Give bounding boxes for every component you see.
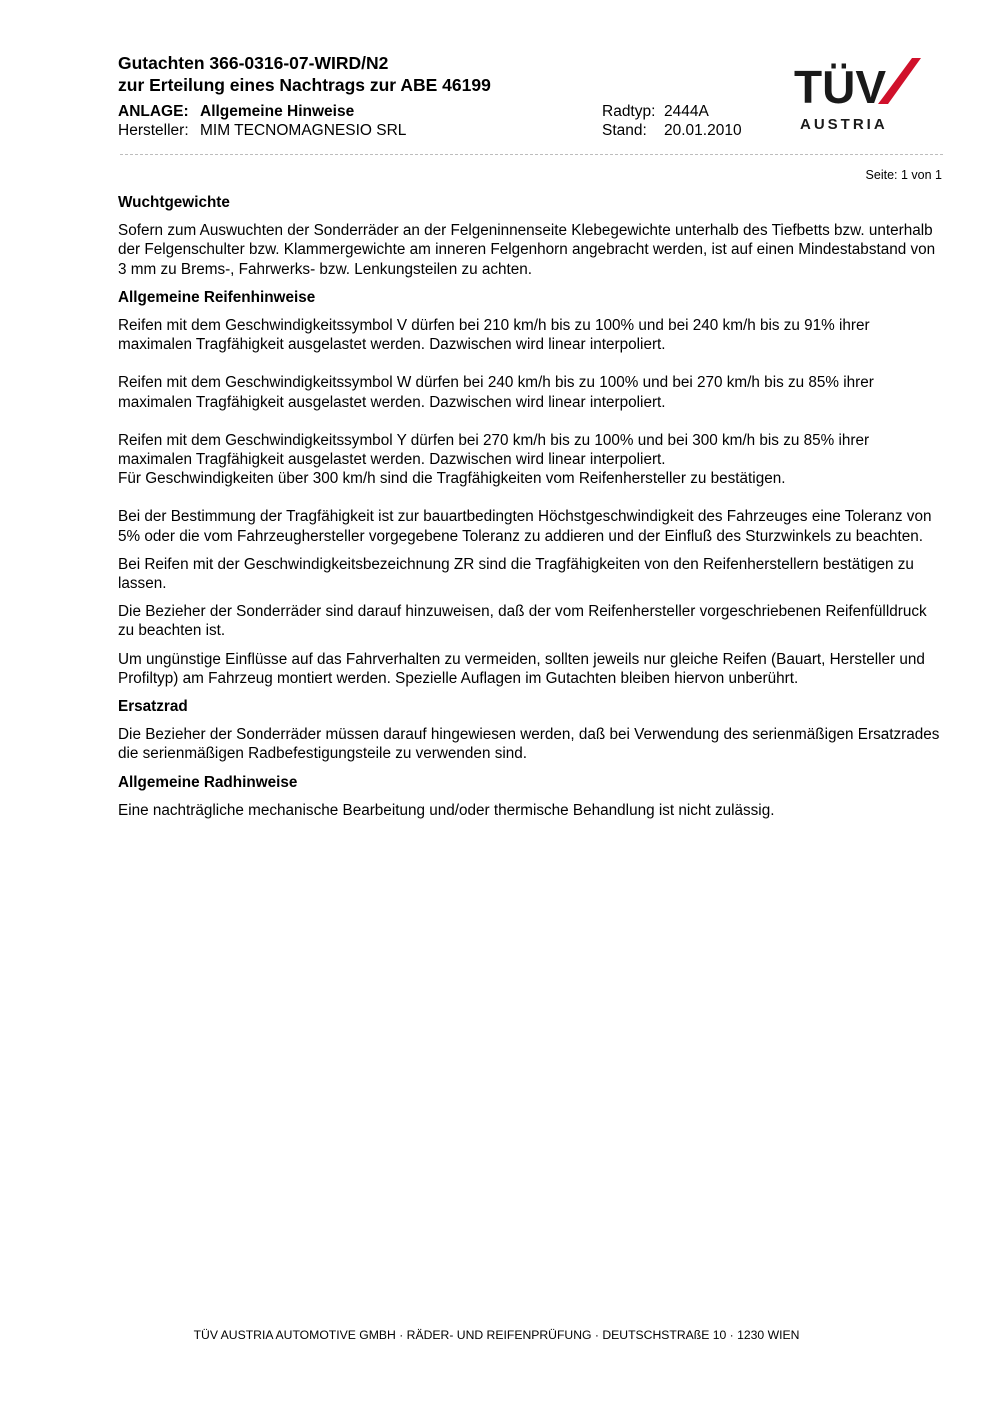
paragraph-tragfaehigkeit: Bei der Bestimmung der Tragfähigkeit ist zur bauartbedingten Höchstgeschwindigkeit des Fahrzeuges eine Toleranz von 5% oder die vom Fahrzeughersteller vorgegebene Toleranz zu addieren und der Einfluß des Sturzwinkels zu beachten. xyxy=(118,508,932,545)
page-number: Seite: 1 von 1 xyxy=(865,168,942,182)
stand-label: Stand: xyxy=(602,122,647,139)
paragraph-reifen-300: Für Geschwindigkeiten über 300 km/h sind die Tragfähigkeiten vom Reifenhersteller zu bestätigen. xyxy=(118,470,786,488)
heading-wuchtgewichte: Wuchtgewichte xyxy=(118,194,230,211)
heading-ersatzrad: Ersatzrad xyxy=(118,698,188,716)
hersteller-value: MIM TECNOMAGNESIO SRL xyxy=(200,122,407,139)
document-title-line1: Gutachten 366-0316-07-WIRD/N2 xyxy=(118,53,389,73)
paragraph-fuelldruck: Die Bezieher der Sonderräder sind darauf hinzuweisen, daß der vom Reifenhersteller vorgeschriebenen Reifenfülldruck zu beachten ist. xyxy=(118,603,927,640)
paragraph-wuchtgewichte: Sofern zum Auswuchten der Sonderräder an der Felgeninnenseite Klebegewichte unterhalb des Tiefbetts bzw. unterhalb der Felgenschulter bzw. Klammergewichte am inneren Felgenhorn angebracht werden, ist auf einen Mindestabstand von 3 mm zu Brems-, Fahrwerks- bzw. Lenkungsteilen zu achten. xyxy=(118,222,936,278)
heading-radhinweise: Allgemeine Radhinweise xyxy=(118,773,298,791)
document-title-line2: zur Erteilung eines Nachtrags zur ABE 46199 xyxy=(118,75,491,95)
anlage-value: Allgemeine Hinweise xyxy=(200,103,355,120)
radtyp-label: Radtyp: xyxy=(602,103,656,120)
logo-text-main: TÜV xyxy=(794,61,886,113)
document-body xyxy=(118,193,944,829)
header-divider xyxy=(120,154,943,155)
page-footer: TÜV AUSTRIA AUTOMOTIVE GMBH · RÄDER- UND REIFENPRÜFUNG · DEUTSCHSTRAßE 10 · 1230 WIEN xyxy=(193,1328,800,1342)
hersteller-label: Hersteller: xyxy=(118,122,189,139)
paragraph-reifen-w: Reifen mit dem Geschwindigkeitssymbol W dürfen bei 240 km/h bis zu 100% und bei 270 km/h bis zu 85% ihrer maximalen Tragfähigkeit ausgelastet werden. Dazwischen wird linear interpoliert. xyxy=(118,374,874,411)
tuev-austria-logo-icon xyxy=(794,58,922,132)
paragraph-reifen-y: Reifen mit dem Geschwindigkeitssymbol Y dürfen bei 270 km/h bis zu 100% und bei 300 km/h bis zu 85% ihrer maximalen Tragfähigkeit ausgelastet werden. Dazwischen wird linear interpoliert. xyxy=(118,431,870,469)
anlage-label: ANLAGE: xyxy=(118,103,189,120)
paragraph-zr: Bei Reifen mit der Geschwindigkeitsbezeichnung ZR sind die Tragfähigkeiten von den Reifenherstellern bestätigen zu lassen. xyxy=(118,555,914,593)
logo-text-sub: AUSTRIA xyxy=(800,116,888,132)
stand-value: 20.01.2010 xyxy=(664,122,742,139)
heading-reifenhinweise: Allgemeine Reifenhinweise xyxy=(118,288,316,306)
paragraph-reifen-v: Reifen mit dem Geschwindigkeitssymbol V dürfen bei 210 km/h bis zu 100% und bei 240 km/h bis zu 91% ihrer maximalen Tragfähigkeit ausgelastet werden. Dazwischen wird linear interpoliert. xyxy=(118,317,870,354)
radtyp-value: 2444A xyxy=(664,103,709,120)
paragraph-gleiche-reifen: Um ungünstige Einflüsse auf das Fahrverhalten zu vermeiden, sollten jeweils nur gleiche Reifen (Bauart, Hersteller und Profiltyp) am Fahrzeug montiert werden. Spezielle Auflagen im Gutachten bleiben hiervon unberührt. xyxy=(118,650,925,687)
paragraph-ersatzrad: Die Bezieher der Sonderräder müssen darauf hingewiesen werden, daß bei Verwendung des serienmäßigen Ersatzrades die serienmäßigen Radbefestigungsteile zu verwenden sind. xyxy=(118,726,940,763)
paragraph-radhinweise: Eine nachträgliche mechanische Bearbeitung und/oder thermische Behandlung ist nicht zulässig. xyxy=(118,801,775,819)
